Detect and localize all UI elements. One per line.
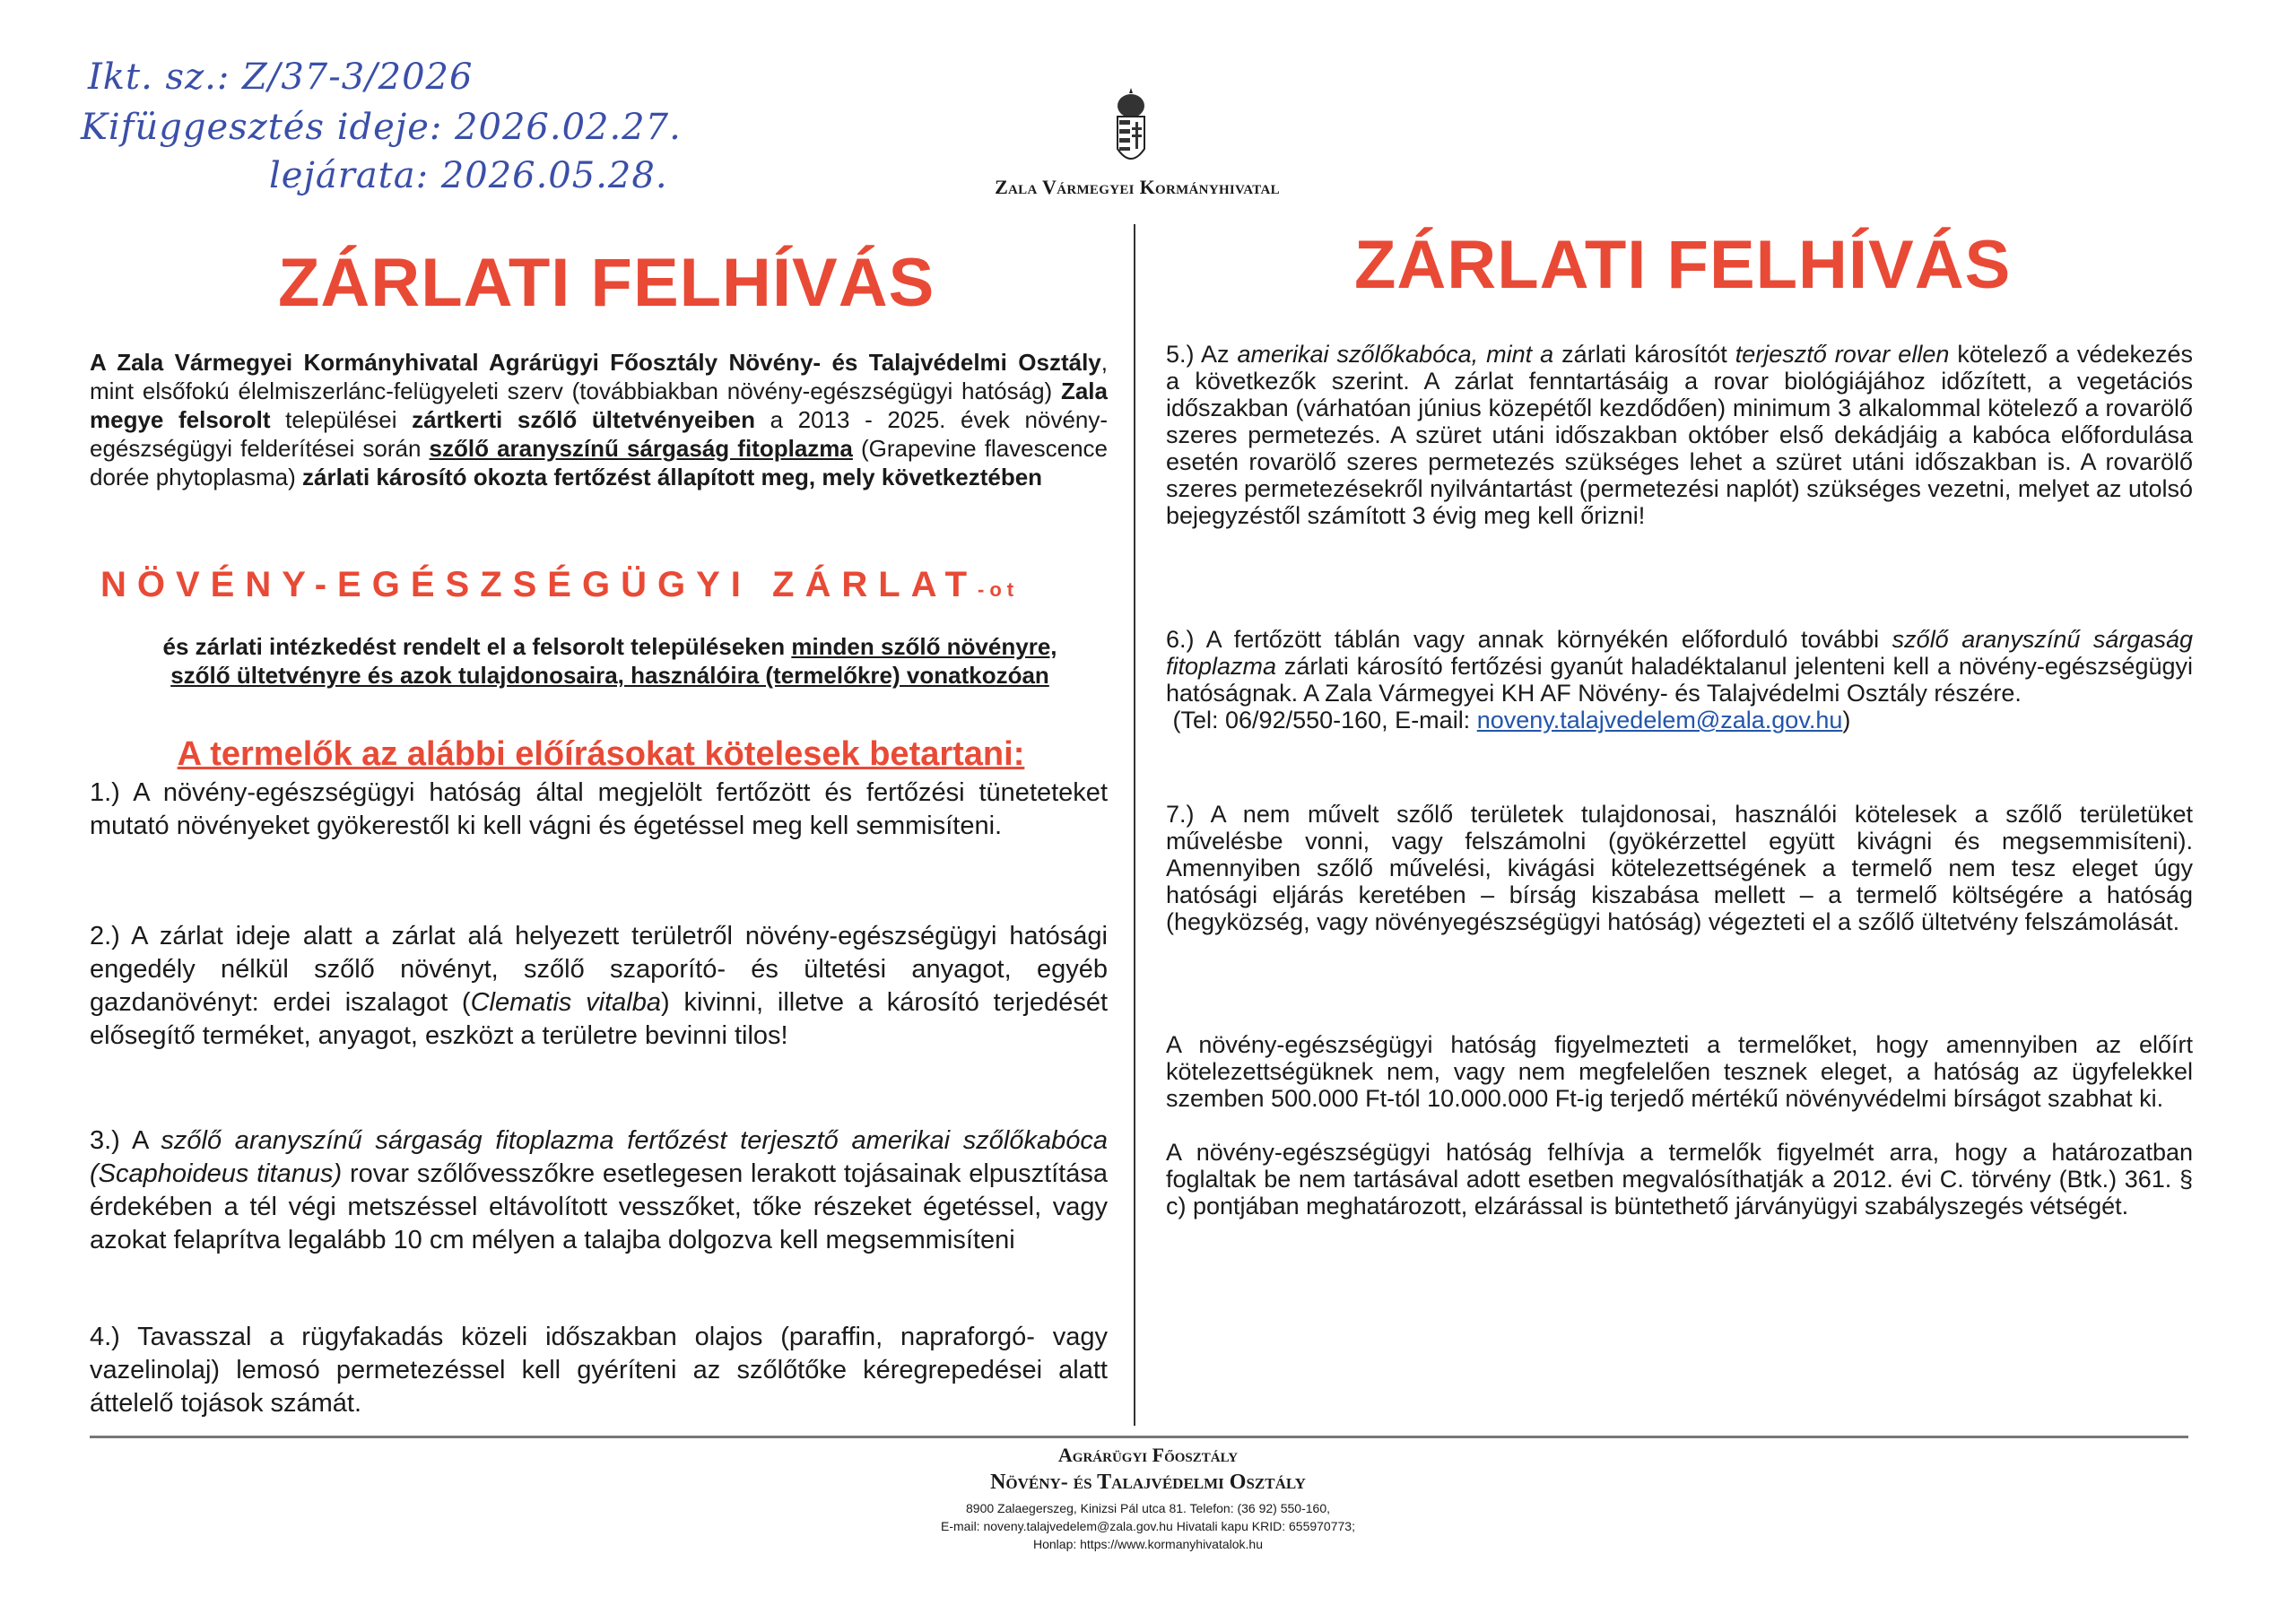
rule-6-pathogen: szőlő aranyszínű sárgaság fitoplazma [1166, 626, 2194, 680]
intro-text: , mint elsőfokú élelmiszerlánc-felügyeleti szerv (továbbiakban növény-egészségügyi hatóság) [90, 349, 1108, 404]
intro-pathogen: szőlő aranyszínű sárgaság fitoplazma [429, 435, 853, 462]
footer-email: E-mail: noveny.talajvedelem@zala.gov.hu Hivatali kapu KRID: 655970773; [941, 1519, 1355, 1533]
intro-plantations: zártkerti szőlő ültetvényeiben [412, 406, 755, 433]
left-title: ZÁRLATI FELHÍVÁS [278, 245, 935, 321]
intro-text: települései [270, 406, 413, 433]
handwritten-expiry-date: lejárata: 2026.05.28. [269, 155, 668, 196]
obligations-heading: A termelők az alábbi előírásokat kötelesek betartani: [177, 735, 1025, 773]
footer-website: Honlap: https://www.kormanyhivatalok.hu [1032, 1537, 1263, 1551]
contact-phone: (Tel: 06/92/550-160, E-mail: [1172, 707, 1477, 733]
rule-2-text: 2.) A zárlat ideje alatt a zárlat alá helyezett területről növény-egészségügyi hatósági engedély nélkül szőlő növényt, szőlő szaporító- és ültetési anyagot, egyéb gazdanövényt: erdei iszalagot ( [90, 922, 1108, 1017]
contact-email-link[interactable]: noveny.talajvedelem@zala.gov.hu [1476, 707, 1843, 733]
rule-5-text: 5.) Az [1166, 341, 1238, 368]
intro-county: Zala megye felsorolt [90, 378, 1108, 433]
contact-line [1166, 707, 2193, 733]
rule-5-text: kötelező a védekezés a következők szerint. A zárlat fenntartásáig a rovar biológiájához időzített, a vegetációs időszakban (várhatóan június közepétől kezdődően) minimum 3 alkalommal kötelező a rovarölő szeres permetezés. A szüret utáni időszakban október első dekádjáig a kabóca előfordulása esetén rovarölő szeres permetezés szükséges lehet a szüret utáni időszakban is. A rovarölő szeres permetezésekről nyilvántartást (permetezési naplót) szükséges vezetni, melyet az utolsó bejegyzéstől számított 3 évig meg kell őrizni! [1166, 341, 2194, 529]
rule-3-text: rovar szőlővesszőkre esetlegesen lerakott tojásainak elpusztítása érdekében a tél végi metszéssel eltávolított vesszőket, tőke részeket égetéssel, vagy azokat felaprítva legalább 10 cm mélyen a talajba dolgozva kell megsemmisíteni [90, 1159, 1109, 1254]
intro-conclusion: zárlati károsító okozta fertőzést állapított meg, mely következtében [302, 464, 1043, 490]
rule-2-text: ) kivinni, illetve a károsító terjedését elősegítő terméket, anyagot, eszközt a területre bevinni tilos! [90, 988, 1109, 1050]
intro-text: a 2013 - 2025. évek növény-egészségügyi felderítései során [90, 406, 1109, 462]
rule-6-text: zárlati károsító fertőzési gyanút haladéktalanul jelenteni kell a növény-egészségügyi hatóságnak. A Zala Vármegyei KH AF Növény- és Talajvédelmi Osztály részére. [1166, 653, 2193, 707]
rule-5-vector: amerikai szőlőkabóca, mint a [1237, 341, 1554, 368]
rule-5-target: terjesztő rovar ellen [1735, 341, 1950, 368]
quarantine-banner [100, 565, 1105, 605]
intro-authority: A Zala Vármegyei Kormányhivatal Agrárügyi Főosztály Növény- és Talajvédelmi Osztály [90, 349, 1101, 376]
measure-statement [144, 632, 1076, 690]
footer-department: Agrárügyi Főosztály [1057, 1444, 1239, 1466]
rule-3-vector: szőlő aranyszínű sárgaság fitoplazma fertőzést terjesztő amerikai szőlőkabóca (Scaphoideus titanus) [90, 1126, 1108, 1188]
rule-2-species: Clematis vitalba [470, 988, 662, 1017]
rule-item-2 [90, 920, 1108, 1053]
coat-of-arms-icon [1115, 86, 1147, 169]
intro-paragraph [90, 348, 1108, 491]
rule-item-4: 4.) Tavasszal a rügyfakadás közeli időszakban olajos (paraffin, napraforgó- vagy vazelinolaj) lemosó permetezéssel kell gyéríteni az szőlőtőke kéregrepedései alatt áttelelő tojások számát. [90, 1323, 1108, 1418]
rule-item-1: 1.) A növény-egészségügyi hatóság által megjelölt fertőzött és fertőzési tüneteteket mutató növényeket gyökerestől ki kell vágni és égetéssel meg kell semmisíteni. [90, 778, 1108, 840]
contact-suffix: ) [1842, 707, 1851, 733]
footer-unit: Növény- és Talajvédelmi Osztály [990, 1471, 1306, 1494]
column-divider [1134, 224, 1135, 1426]
measure-scope: minden szőlő növényre, szőlő ültetvényre és azok tulajdonosaira, használóira (termelőkre) vonatkozóan [170, 633, 1057, 689]
rule-item-5 [1166, 341, 2193, 529]
rule-item-6 [1166, 626, 2193, 733]
office-name: Zala Vármegyei Kormányhivatal [995, 176, 1280, 198]
footer-address: 8900 Zalaegerszeg, Kinizsi Pál utca 81. Telefon: (36 92) 550-160, [966, 1501, 1330, 1515]
quarantine-banner-text: NÖVÉNY-EGÉSZSÉGÜGYI ZÁRLAT [100, 565, 978, 604]
rule-6-text: 6.) A fertőzött táblán vagy annak környékén előforduló további [1166, 626, 1892, 653]
quarantine-banner-suffix: -ot [978, 578, 1020, 601]
fine-warning: A növény-egészségügyi hatóság figyelmezteti a termelőket, hogy amennyiben az előírt kötelezettségüknek nem, vagy nem megfelelően tesznek eleget, a hatóság az ügyfelekkel szemben 500.000 Ft-tól 10.000.000 Ft-ig terjedő mértékű növényvédelmi bírságot szabhat ki. [1166, 1031, 2193, 1112]
right-title: ZÁRLATI FELHÍVÁS [1354, 227, 2012, 303]
handwritten-reference-number: Ikt. sz.: Z/37-3/2026 [88, 56, 474, 98]
measure-text: és zárlati intézkedést rendelt el a felsorolt településeken [162, 633, 792, 660]
intro-latin-name: (Grapevine flavescence dorée phytoplasma) [90, 435, 1108, 490]
rule-3-text: 3.) A [90, 1126, 161, 1155]
rule-item-3 [90, 1124, 1108, 1257]
footer-divider [90, 1436, 2188, 1438]
handwritten-posting-date: Kifüggesztés ideje: 2026.02.27. [81, 107, 682, 148]
rule-item-7: 7.) A nem művelt szőlő területek tulajdonosai, használói kötelesek a szőlő területüket művelésbe vonni, vagy felszámolni (gyökérzettel együtt kivágni és megsemmisíteni). Amennyiben szőlő művelési, kivágási kötelezettségének a termelő nem tesz eleget úgy hatósági eljárás keretében – bírság kiszabása mellett – a termelő költségére a hatóság (hegyközség, vagy növényegészségügyi hatóság) végezteti el a szőlő ültetvény felszámolását. [1166, 801, 2193, 935]
rule-5-text: zárlati károsítót [1553, 341, 1735, 368]
criminal-warning: A növény-egészségügyi hatóság felhívja a termelők figyelmét arra, hogy a határozatban foglaltak be nem tartásával adott esetben megvalósíthatják a 2012. évi C. törvény (Btk.) 361. § c) pontjában meghatározott, elzárással is büntethető járványügyi szabályszegés vétségét. [1166, 1139, 2193, 1219]
